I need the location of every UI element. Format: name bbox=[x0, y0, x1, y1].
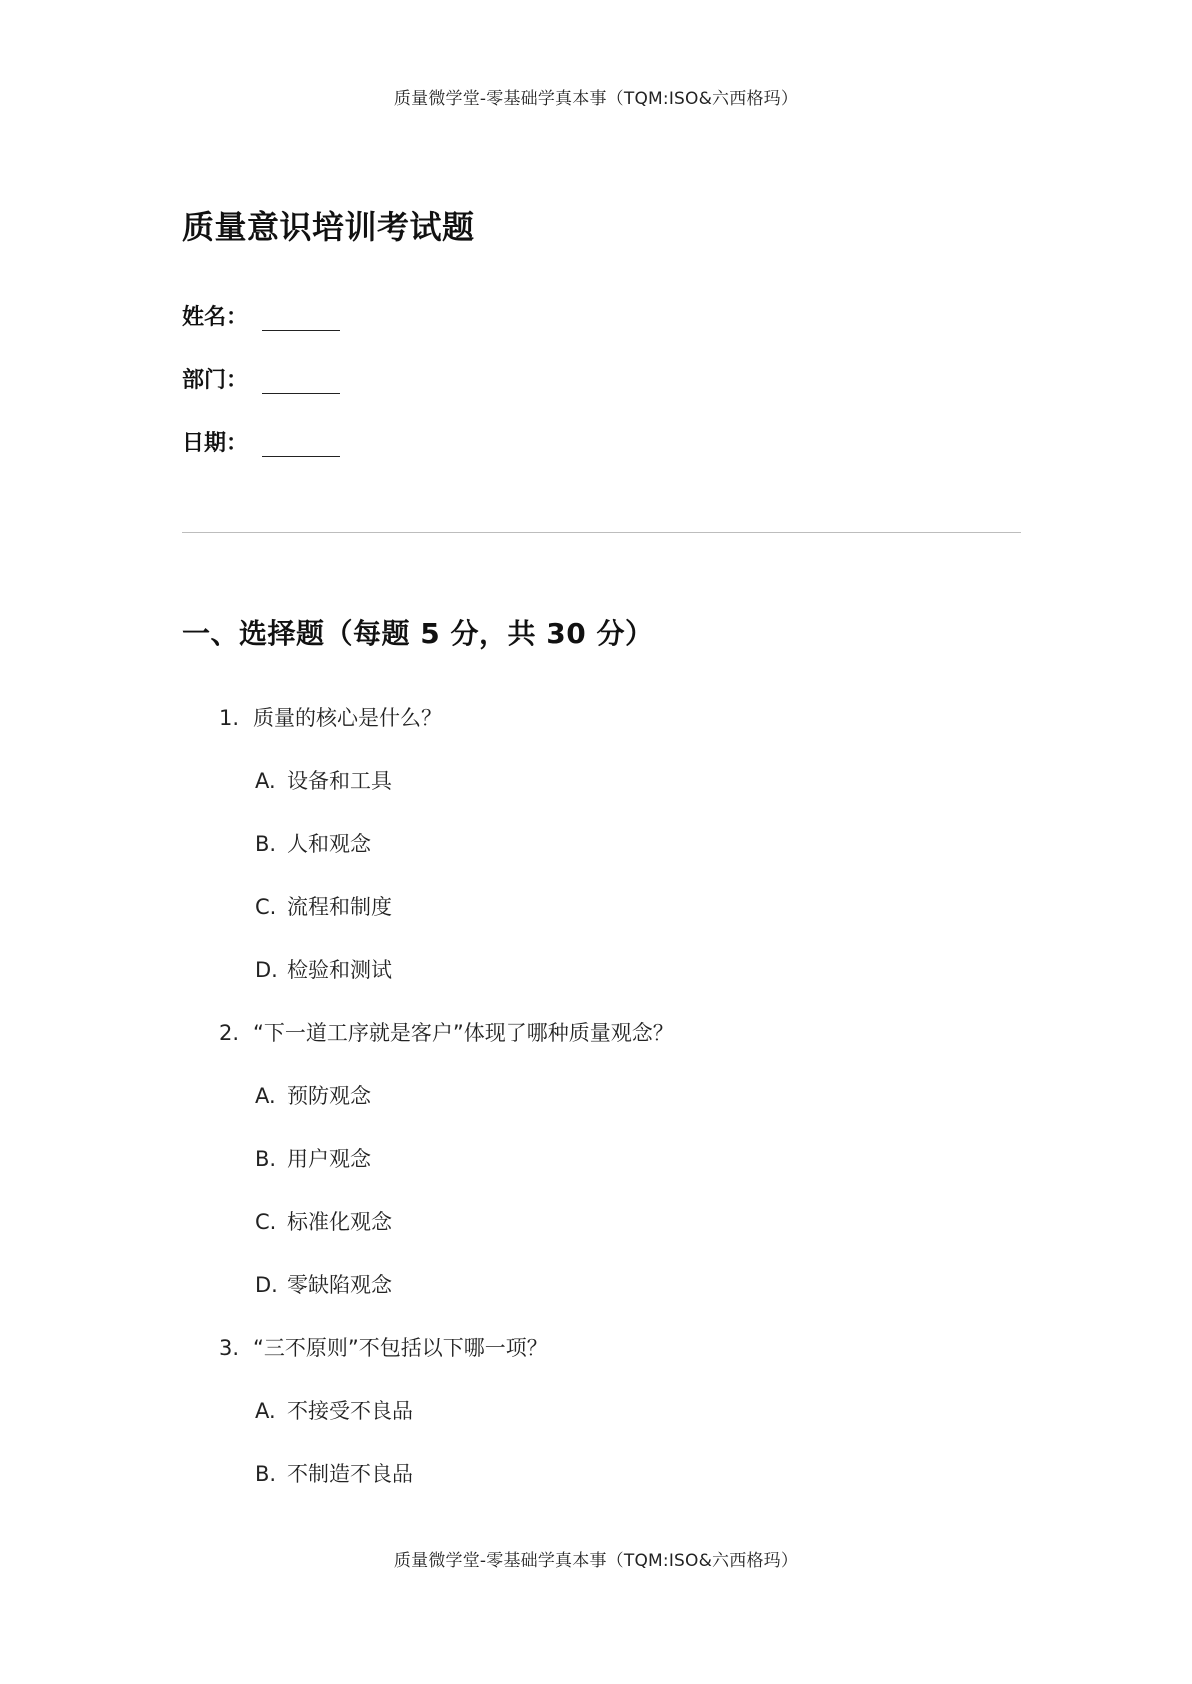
option-text: 预防观念 bbox=[287, 1084, 371, 1108]
question-1-option-d bbox=[255, 954, 392, 984]
option-letter: D. bbox=[255, 958, 278, 982]
name-blank-line[interactable] bbox=[262, 306, 340, 331]
option-letter: D. bbox=[255, 1273, 278, 1297]
question-1-option-c bbox=[255, 891, 392, 921]
question-text: 质量的核心是什么？ bbox=[253, 706, 442, 730]
question-2-option-a bbox=[255, 1080, 371, 1110]
option-text: 不接受不良品 bbox=[287, 1399, 413, 1423]
question-2-option-b bbox=[255, 1143, 371, 1173]
option-letter: B. bbox=[255, 1462, 277, 1486]
option-letter: C. bbox=[255, 895, 277, 919]
option-text: 人和观念 bbox=[287, 832, 371, 856]
date-field bbox=[182, 426, 340, 457]
department-label: 部门： bbox=[182, 368, 249, 393]
question-3-option-b bbox=[255, 1458, 413, 1488]
date-label: 日期： bbox=[182, 431, 249, 456]
question-2 bbox=[219, 1017, 674, 1047]
option-text: 设备和工具 bbox=[287, 769, 392, 793]
question-1-option-b bbox=[255, 828, 371, 858]
option-text: 流程和制度 bbox=[287, 895, 392, 919]
name-label: 姓名： bbox=[182, 305, 249, 330]
option-text: 不制造不良品 bbox=[287, 1462, 413, 1486]
horizontal-divider bbox=[182, 532, 1021, 533]
option-letter: B. bbox=[255, 1147, 277, 1171]
option-letter: A. bbox=[255, 1399, 276, 1423]
question-text: “三不原则”不包括以下哪一项？ bbox=[253, 1336, 548, 1360]
question-number: 2. bbox=[219, 1021, 240, 1045]
department-blank-line[interactable] bbox=[262, 369, 340, 394]
department-field bbox=[182, 363, 340, 394]
question-2-option-d bbox=[255, 1269, 392, 1299]
question-1-option-a bbox=[255, 765, 392, 795]
running-header: 质量微学堂-零基础学真本事（TQM:ISO&六西格玛） bbox=[393, 89, 799, 109]
question-3-option-a bbox=[255, 1395, 413, 1425]
document-title: 质量意识培训考试题 bbox=[182, 208, 475, 246]
name-field bbox=[182, 300, 340, 331]
option-letter: A. bbox=[255, 1084, 276, 1108]
question-text: “下一道工序就是客户”体现了哪种质量观念？ bbox=[253, 1021, 674, 1045]
running-footer: 质量微学堂-零基础学真本事（TQM:ISO&六西格玛） bbox=[393, 1551, 799, 1571]
option-text: 检验和测试 bbox=[287, 958, 392, 982]
option-letter: B. bbox=[255, 832, 277, 856]
option-letter: C. bbox=[255, 1210, 277, 1234]
question-number: 1. bbox=[219, 706, 240, 730]
question-number: 3. bbox=[219, 1336, 240, 1360]
question-3 bbox=[219, 1332, 548, 1362]
question-1 bbox=[219, 702, 442, 732]
date-blank-line[interactable] bbox=[262, 432, 340, 457]
section-heading: 一、选择题（每题 5 分，共 30 分） bbox=[182, 617, 654, 650]
option-text: 用户观念 bbox=[287, 1147, 371, 1171]
option-text: 标准化观念 bbox=[287, 1210, 392, 1234]
question-2-option-c bbox=[255, 1206, 392, 1236]
option-text: 零缺陷观念 bbox=[287, 1273, 392, 1297]
option-letter: A. bbox=[255, 769, 276, 793]
